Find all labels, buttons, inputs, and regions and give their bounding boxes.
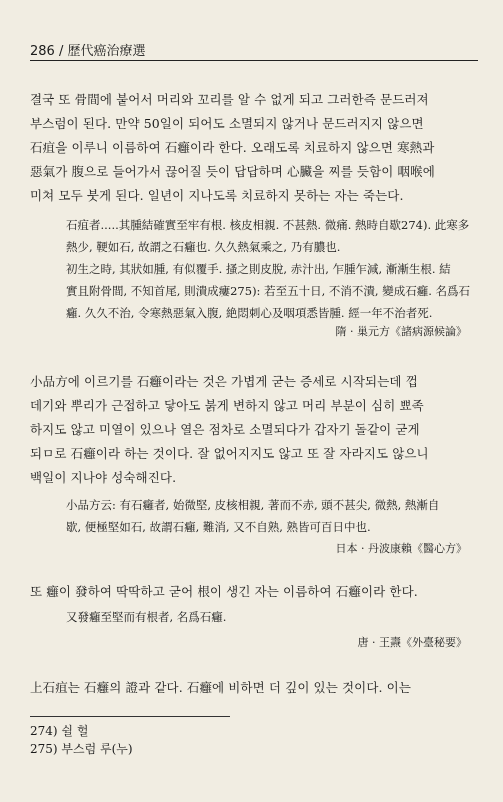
classical-quote-1 bbox=[66, 214, 476, 324]
text-line: 石疽을 이루니 이름하여 石癰이라 한다. 오래도록 치료하지 않으면 寒熱과 bbox=[30, 140, 435, 155]
korean-paragraph-3 bbox=[30, 580, 478, 604]
quote-line: 熱少, 鞕如石, 故謂之石癰也. 久久熱氣乘之, 乃有膿也. bbox=[66, 240, 341, 254]
footnote-rule bbox=[30, 716, 230, 717]
text-line: 백일이 지나야 성숙해진다. bbox=[30, 470, 177, 485]
korean-paragraph-2 bbox=[30, 370, 478, 490]
text-line: 小品方에 이르기를 石癰이라는 것은 가볍게 굳는 증세로 시작되는데 껍 bbox=[30, 374, 418, 389]
text-line: 또 癰이 發하여 딱딱하고 굳어 根이 생긴 자는 이름하여 石癰이라 한다. bbox=[30, 584, 418, 599]
running-header bbox=[30, 40, 146, 59]
footnote-275 bbox=[30, 740, 133, 757]
text-line: 데기와 뿌리가 근접하고 닿아도 붉게 변하지 않고 머리 부분이 심히 뾰족 bbox=[30, 398, 424, 413]
classical-quote-2 bbox=[66, 494, 476, 538]
text-line: 미쳐 모두 붓게 된다. 일년이 지나도록 치료하지 못하는 자는 죽는다. bbox=[30, 188, 404, 203]
text-line: 결국 또 骨間에 붙어서 머리와 꼬리를 알 수 없게 되고 그러한즉 문드러져 bbox=[30, 92, 429, 107]
footnote-274 bbox=[30, 722, 88, 739]
quote-line: 小品方云: 有石癰者, 始微堅, 皮核相親, 著而不赤, 頭不甚尖, 微熱, 熱漸自 bbox=[66, 498, 440, 512]
quote-source-1: 隋 · 巢元方《諸病源候論》 bbox=[335, 325, 467, 338]
korean-paragraph-1 bbox=[30, 88, 478, 208]
text-line: 上石疽는 石癰의 證과 같다. 石癰에 비하면 더 깊이 있는 것이다. 이는 bbox=[30, 680, 412, 695]
quote-source-2: 日本 · 丹波康賴《醫心方》 bbox=[335, 542, 467, 555]
quote-line: 初生之時, 其狀如腫, 有似覆手. 搔之則皮脫, 赤汁出, 乍腫乍減, 漸漸生根. 結 bbox=[66, 262, 451, 276]
header-separator: / bbox=[54, 44, 68, 59]
text-line: 惡氣가 腹으로 들어가서 끊어질 듯이 답답하며 心臟을 찌를 듯함이 咽喉에 bbox=[30, 164, 435, 179]
korean-paragraph-4 bbox=[30, 676, 478, 700]
quote-line: 癰. 久久不治, 令寒熱惡氣入腹, 絶悶刺心及咽項悉皆腫. 經一年不治者死. bbox=[66, 306, 433, 320]
footnote-number: 274) bbox=[30, 724, 58, 738]
footnote-text: 부스럼 루(누) bbox=[61, 742, 133, 756]
quote-line: 又發癰至堅而有根者, 名爲石癰. bbox=[66, 610, 227, 624]
text-line: 부스럼이 된다. 만약 50일이 되어도 소멸되지 않거나 문드러지지 않으면 bbox=[30, 116, 424, 131]
quote-line: 實且附骨間, 不知首尾, 則潰成瘻275): 若至五十日, 不消不潰, 變成石癰. 名爲石 bbox=[66, 284, 471, 298]
page-number: 286 bbox=[30, 44, 55, 59]
book-title: 歷代癌治療選 bbox=[67, 44, 146, 59]
text-line: 하지도 않고 미열이 있으나 열은 점차로 소멸되다가 갑자기 돌같이 굳게 bbox=[30, 422, 420, 437]
quote-line: 石疽者.....其腫結確實至牢有根. 核皮相親. 不甚熱. 微痛. 熱時自歇274). 此寒多 bbox=[66, 218, 470, 232]
footnote-number: 275) bbox=[30, 742, 58, 756]
quote-source-3: 唐 · 王燾《外臺秘要》 bbox=[357, 636, 467, 649]
classical-quote-3 bbox=[66, 606, 476, 628]
quote-line: 歇, 便極堅如石, 故謂石癰, 難消, 又不自熟, 熟皆可百日中也. bbox=[66, 520, 371, 534]
header-rule bbox=[30, 60, 478, 61]
text-line: 되ㅁ로 石癰이라 하는 것이다. 잘 없어지지도 않고 또 잘 자라지도 않으니 bbox=[30, 446, 429, 461]
footnote-text: 쉴 헐 bbox=[61, 724, 89, 738]
